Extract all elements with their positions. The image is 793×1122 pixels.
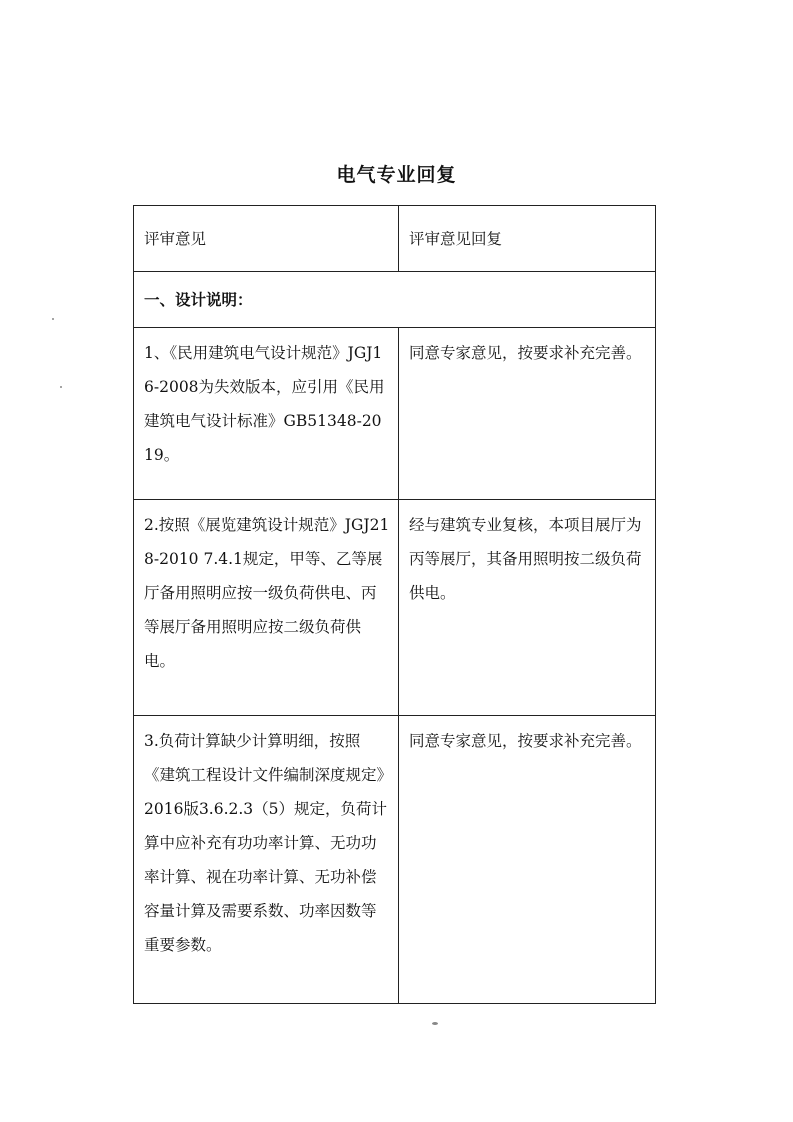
review-cell: 3.负荷计算缺少计算明细，按照《建筑工程设计文件编制深度规定》2016版3.6.2.3（5）规定，负荷计算中应补充有功功率计算、无功功率计算、视在功率计算、无功补偿容量计算及需要系数、功率因数等重要参数。: [134, 716, 399, 1004]
review-cell: 2.按照《展览建筑设计规范》JGJ218-2010 7.4.1规定，甲等、乙等展厅备用照明应按一级负荷供电、丙等展厅备用照明应按二级负荷供电。: [134, 500, 399, 716]
reply-cell: 经与建筑专业复核，本项目展厅为丙等展厅，其备用照明按二级负荷供电。: [399, 500, 656, 716]
review-cell: 1、《民用建筑电气设计规范》JGJ16-2008为失效版本，应引用《民用建筑电气设计标准》GB51348-2019。: [134, 328, 399, 500]
section-heading: 一、设计说明：: [134, 272, 656, 328]
header-reply: 评审意见回复: [399, 206, 656, 272]
reply-cell: 同意专家意见，按要求补充完善。: [399, 328, 656, 500]
review-table: [133, 205, 656, 1004]
table-row: [134, 328, 656, 500]
page-title: 电气专业回复: [336, 164, 457, 186]
scan-speck: [60, 386, 62, 388]
scan-speck: [52, 318, 54, 320]
header-review: 评审意见: [134, 206, 399, 272]
section-row: [134, 272, 656, 328]
table-row: [134, 716, 656, 1004]
scan-speck: [432, 1022, 438, 1025]
table-header-row: [134, 206, 656, 272]
reply-cell: 同意专家意见，按要求补充完善。: [399, 716, 656, 1004]
table-row: [134, 500, 656, 716]
